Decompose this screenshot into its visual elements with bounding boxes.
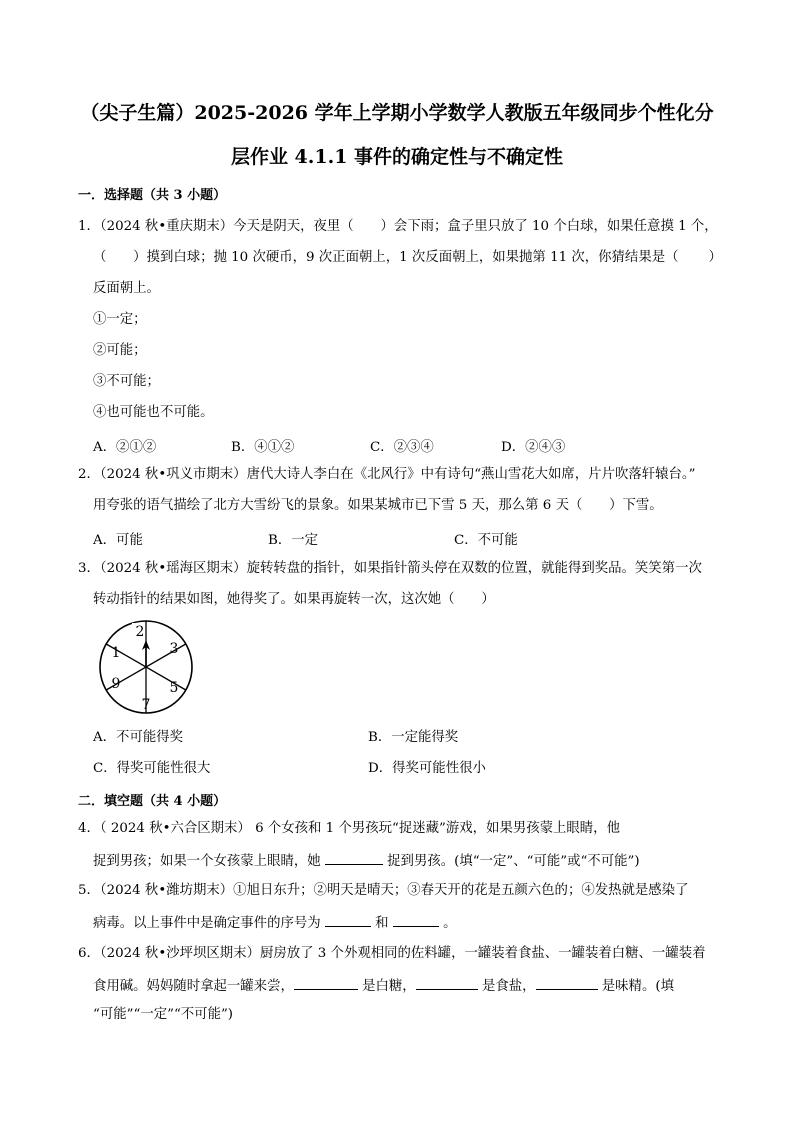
spinner-number-7: 7 <box>141 697 151 713</box>
q1-option-d: D．②④③ <box>501 440 566 455</box>
q1-item-3: ③不可能； <box>93 374 160 389</box>
q3-option-c: C．得奖可能性很大 <box>93 761 211 776</box>
q6-line2-sugar: 是白糖， <box>362 979 416 994</box>
q3-line2: 转动指针的结果如图，她得奖了。如果再旋转一次，这次她（ ） <box>93 592 495 607</box>
q5-line2-text: 病毒。以上事件中是确定事件的序号为 <box>93 916 321 931</box>
page-title-line1: （尖子生篇）2025-2026 学年上学期小学数学人教版五年级同步个性化分 <box>80 102 714 124</box>
spinner-number-3: 3 <box>169 641 179 657</box>
q5-line2 <box>93 913 456 933</box>
spinner-number-5: 5 <box>169 680 179 696</box>
q6-answer-blank-2[interactable] <box>416 976 478 990</box>
q5-answer-blank-2[interactable] <box>393 913 439 927</box>
q3-option-b: B．一定能得奖 <box>368 730 459 745</box>
spinner-number-1: 1 <box>111 645 121 661</box>
q2-line1: 2．（2024 秋•巩义市期末）唐代大诗人李白在《北风行》中有诗句“燕山雪花大如席，片片吹落轩辕台。” <box>78 467 696 482</box>
q4-line1: 4．（ 2024 秋•六合区期末） 6 个女孩和 1 个男孩玩“捉迷藏”游戏，如果男孩蒙上眼睛，他 <box>78 821 620 836</box>
q5-line1: 5．（2024 秋•潍坊期末）①旭日东升；②明天是晴天；③春天开的花是五颜六色的；④发热就是感染了 <box>78 883 689 898</box>
spinner-wheel-figure <box>96 620 196 714</box>
section-heading-fill: 二．填空题（共 4 小题） <box>78 794 227 809</box>
q5-line2-and: 和 <box>375 916 389 931</box>
q6-line3: “可能”“一定”“不可能”) <box>93 1007 234 1022</box>
q1-line1: 1．（2024 秋•重庆期末）今天是阴天，夜里（ ）会下雨；盒子里只放了 10 个白球，如果任意摸 1 个， <box>78 219 718 234</box>
q6-line2-text: 食用碱。妈妈随时拿起一罐来尝， <box>93 979 294 994</box>
q1-option-a: A．②①② <box>93 440 157 455</box>
q1-line2 <box>93 249 722 267</box>
q5-line2-end: 。 <box>443 916 457 931</box>
spinner-number-2: 2 <box>135 624 145 640</box>
spinner-number-9: 9 <box>111 676 121 692</box>
q2-option-a: A．可能 <box>93 533 143 548</box>
q6-line1: 6．（2024 秋•沙坪坝区期末）厨房放了 3 个外观相同的佐料罐，一罐装着食盐、一罐装着白糖、一罐装着 <box>78 946 706 961</box>
q4-line2-text: 捉到男孩；如果一个女孩蒙上眼睛，她 <box>93 854 321 869</box>
q4-line2-rest: 捉到男孩。(填“一定”、“可能”或“不可能”) <box>387 854 640 869</box>
section-heading-choice: 一．选择题（共 3 小题） <box>78 188 227 203</box>
q2-line2: 用夸张的语气描绘了北方大雪纷飞的景象。如果某城市已下雪 5 天，那么第 6 天（ ）下雪。 <box>93 498 663 513</box>
q1-item-4: ④也可能也不可能。 <box>93 405 214 420</box>
q1-option-c: C．②③④ <box>370 440 434 455</box>
q1-item-1: ①一定； <box>93 312 147 327</box>
q4-line2 <box>93 851 640 871</box>
q2-option-c: C．不可能 <box>454 533 518 548</box>
page-title-line2: 层作业 4.1.1 事件的确定性与不确定性 <box>230 146 564 168</box>
q1-line2-text: （ ）摸到白球；抛 10 次硬币，9 次正面朝上，1 次反面朝上，如果抛第 11 次，你猜结果是（ <box>93 250 679 265</box>
q6-answer-blank-3[interactable] <box>536 976 598 990</box>
q1-line3: 反面朝上。 <box>93 281 160 296</box>
q1-option-b: B．④①② <box>231 440 295 455</box>
q3-option-d: D．得奖可能性很小 <box>368 761 486 776</box>
q3-line1: 3．（2024 秋•瑶海区期末）旋转转盘的指针，如果指针箭头停在双数的位置，就能得到奖品。笑笑第一次 <box>78 561 702 576</box>
q6-line2-salt: 是食盐， <box>481 979 536 994</box>
q6-line2 <box>93 976 674 996</box>
q6-line2-msg: 是味精。(填 <box>601 979 674 994</box>
q5-answer-blank-1[interactable] <box>325 913 371 927</box>
q1-item-2: ②可能； <box>93 343 147 358</box>
q4-answer-blank[interactable] <box>325 851 383 865</box>
q3-option-a: A．不可能得奖 <box>93 730 184 745</box>
q2-option-b: B．一定 <box>268 533 319 548</box>
q1-line2-close: ） <box>708 250 722 265</box>
q6-answer-blank-1[interactable] <box>294 976 358 990</box>
